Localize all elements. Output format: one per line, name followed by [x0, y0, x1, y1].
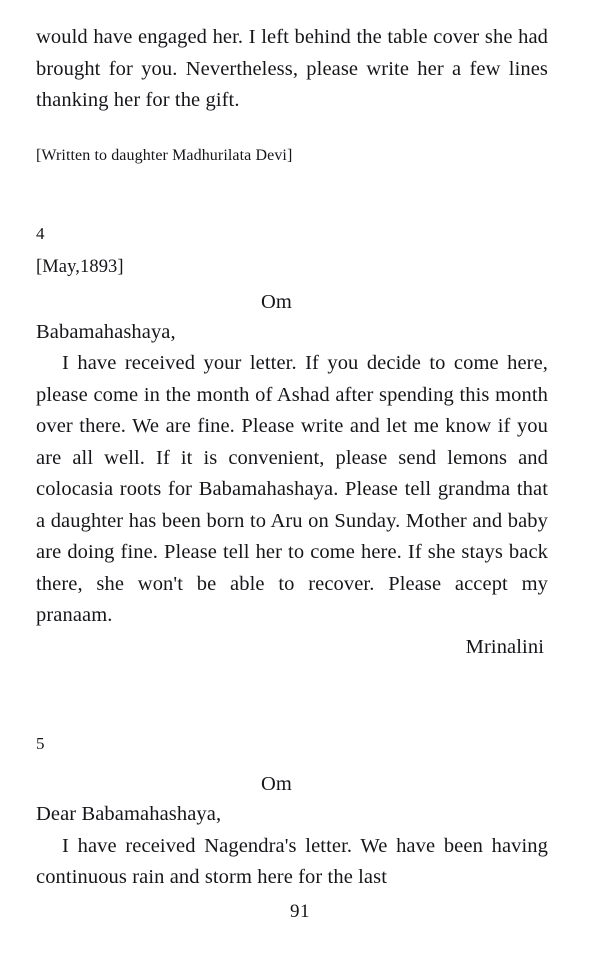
letter-4-number: 4: [36, 223, 45, 243]
letter-5-body: I have received Nagendra's letter. We have been having continuous rain and storm here for the last: [36, 834, 548, 888]
letter-5-number: 5: [36, 734, 45, 753]
letter-5-block: [36, 733, 548, 894]
letter-4-invocation: Om: [261, 290, 292, 313]
spacer: [36, 279, 548, 287]
section-spacer-2: [36, 663, 548, 719]
spacer-2: [36, 755, 548, 769]
letter-4-date: [May,1893]: [36, 256, 124, 277]
letter-4-body: I have received your letter. If you decide to come here, please come in the month of Ashad after spending this month over there. We are fine. Please write and let me know if you are all well. If it is convenient, please send lemons and colocasia roots for Babamahashaya. Please tell grandma that a daughter has been born to Aru on Sunday. Mother and baby are doing fine. Please tell her to come here. If she stays back there, she won't be able to recover. Please accept my pranaam.: [36, 352, 548, 626]
letter-4-signature: Mrinalini: [465, 635, 544, 658]
letter-attribution: [Written to daughter Madhurilata Devi]: [36, 146, 293, 164]
letter-5-salutation: Dear Babamahashaya,: [36, 803, 222, 825]
page-number: 91: [290, 901, 310, 922]
section-spacer: [36, 167, 548, 223]
letter-4-block: [36, 223, 548, 664]
continued-paragraph: would have engaged her. I left behind the table cover she had brought for you. Nevertheless, please write her a few lines thanking her for the gift.: [36, 26, 548, 111]
section-spacer-3: [36, 719, 548, 733]
letter-4-salutation: Babamahashaya,: [36, 320, 176, 343]
letter-5-invocation: Om: [261, 773, 292, 795]
